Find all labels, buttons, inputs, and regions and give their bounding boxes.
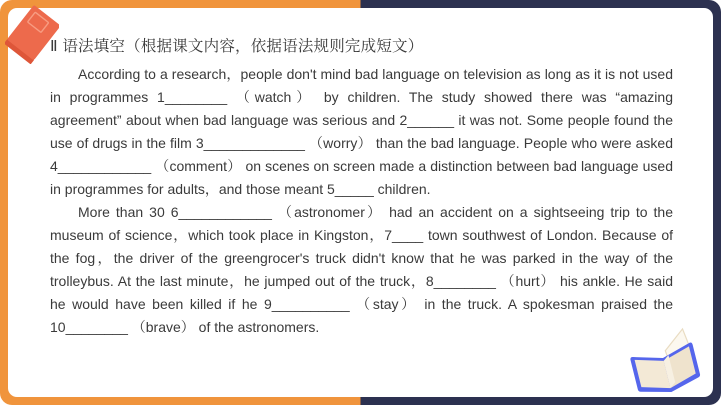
content-area	[8, 8, 713, 397]
exercise-paragraph-1: According to a research，people don't mind bad language on television as long as it is not used in programmes 1________ （watch） by children. The study showed there was “amazing agreement” about when bad language was serious and 2______ it was not. Some people found the use of drugs in the film 3_____________ （worry） than the bad language. People who were asked 4____________ （comment） on scenes on screen made a distinction between bad language used in programmes for adults，and those meant 5_____ children.	[50, 66, 673, 197]
red-closed-book-icon	[5, 4, 59, 66]
blue-open-book-icon	[624, 326, 708, 398]
exercise-title: Ⅱ 语法填空（根据课文内容，依据语法规则完成短文）	[50, 38, 424, 55]
exercise-paragraph-2: More than 30 6____________ （astronomer） had an accident on a sightseeing trip to the museum of science，which took place in Kingston，7____ town southwest of London. Because of the fog，the driver of the greengrocer's truck didn't know that he was parked in the way of the trolleybus. At the last minute，he jumped out of the truck，8________ （hurt） his ankle. He said he would have been killed if he 9__________ （stay） in the truck. A spokesman praised the 10________ （brave） of the astronomers.	[50, 204, 673, 335]
